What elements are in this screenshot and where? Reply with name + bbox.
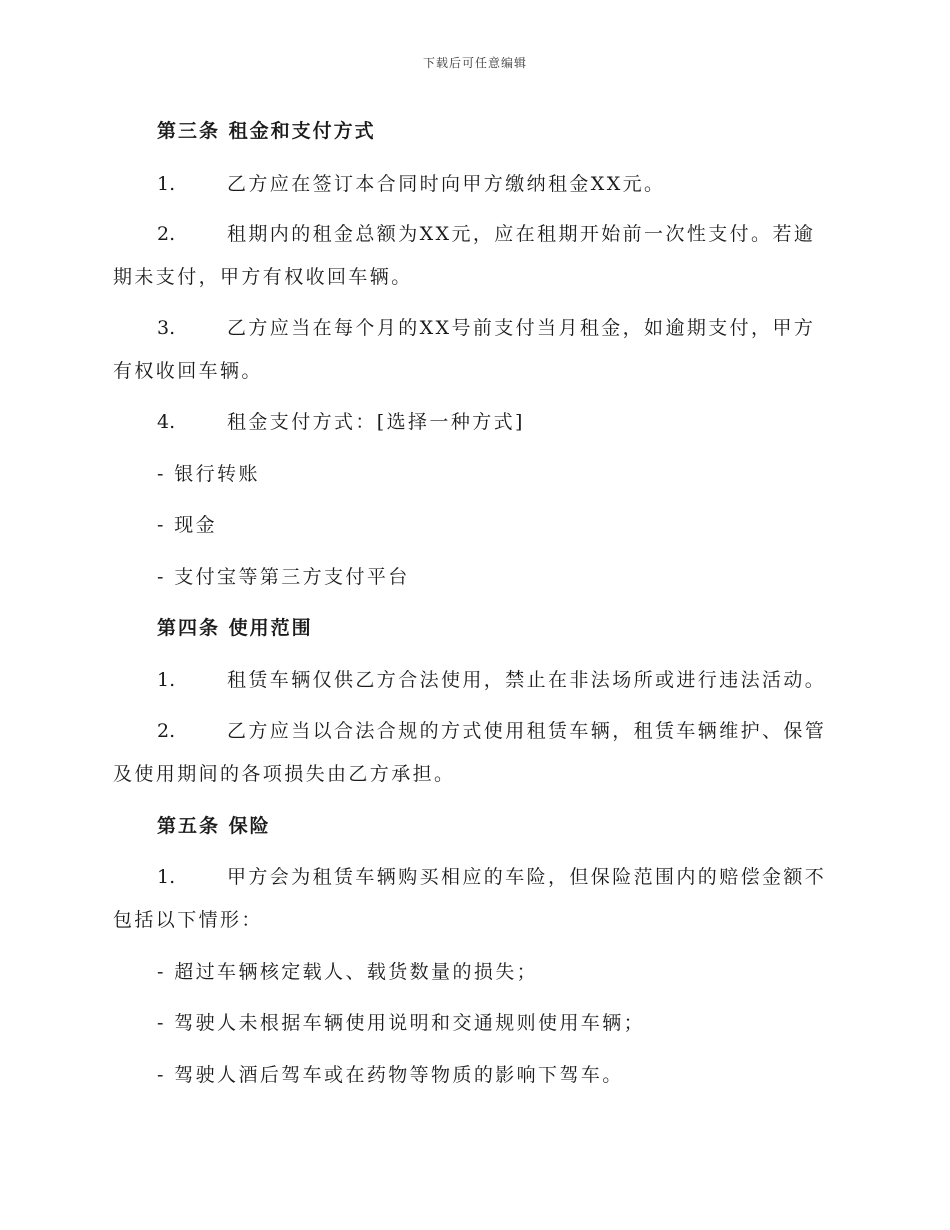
option-item: - 支付宝等第三方支付平台 (157, 566, 410, 588)
item-number: 2. (157, 720, 176, 742)
item-text-continued: 包括以下情形： (113, 909, 263, 931)
list-item (157, 169, 665, 196)
item-text: 乙方应当在每个月的XX号前支付当月租金，如逾期支付，甲方 (227, 317, 816, 339)
item-number: 3. (157, 317, 176, 339)
option-item: - 驾驶人酒后驾车或在药物等物质的影响下驾车。 (157, 1064, 624, 1086)
section-title: 第五条 保险 (157, 815, 271, 837)
section-title: 第四条 使用范围 (157, 617, 313, 639)
list-item (157, 313, 815, 340)
option-item: - 驾驶人未根据车辆使用说明和交通规则使用车辆； (157, 1012, 646, 1034)
item-text-continued: 及使用期间的各项损失由乙方承担。 (113, 763, 456, 785)
item-text-continued: 期未支付，甲方有权收回车辆。 (113, 266, 413, 288)
list-item (157, 716, 826, 743)
item-text: 甲方会为租赁车辆购买相应的车险，但保险范围内的赔偿金额不 (227, 866, 827, 888)
item-text: 乙方应在签订本合同时向甲方缴纳租金XX元。 (227, 173, 666, 195)
option-item: - 超过车辆核定载人、载货数量的损失； (157, 961, 539, 983)
item-number: 1. (157, 669, 176, 691)
list-item (157, 407, 525, 434)
item-number: 4. (157, 411, 176, 433)
section-title: 第三条 租金和支付方式 (157, 120, 376, 142)
list-item (157, 665, 826, 692)
page-header: 下载后可任意编辑 (422, 56, 527, 70)
list-item (157, 862, 826, 889)
item-text: 乙方应当以合法合规的方式使用租赁车辆，租赁车辆维护、保管 (227, 720, 827, 742)
item-number: 2. (157, 223, 176, 245)
item-number: 1. (157, 173, 176, 195)
list-item (157, 219, 815, 246)
option-item: - 银行转账 (157, 463, 260, 485)
item-text: 租金支付方式：[选择一种方式] (227, 411, 525, 433)
option-item: - 现金 (157, 514, 218, 536)
item-text-continued: 有权收回车辆。 (113, 360, 263, 382)
item-text: 租赁车辆仅供乙方合法使用，禁止在非法场所或进行违法活动。 (227, 669, 827, 691)
item-text: 租期内的租金总额为XX元，应在租期开始前一次性支付。若逾 (227, 223, 816, 245)
item-number: 1. (157, 866, 176, 888)
